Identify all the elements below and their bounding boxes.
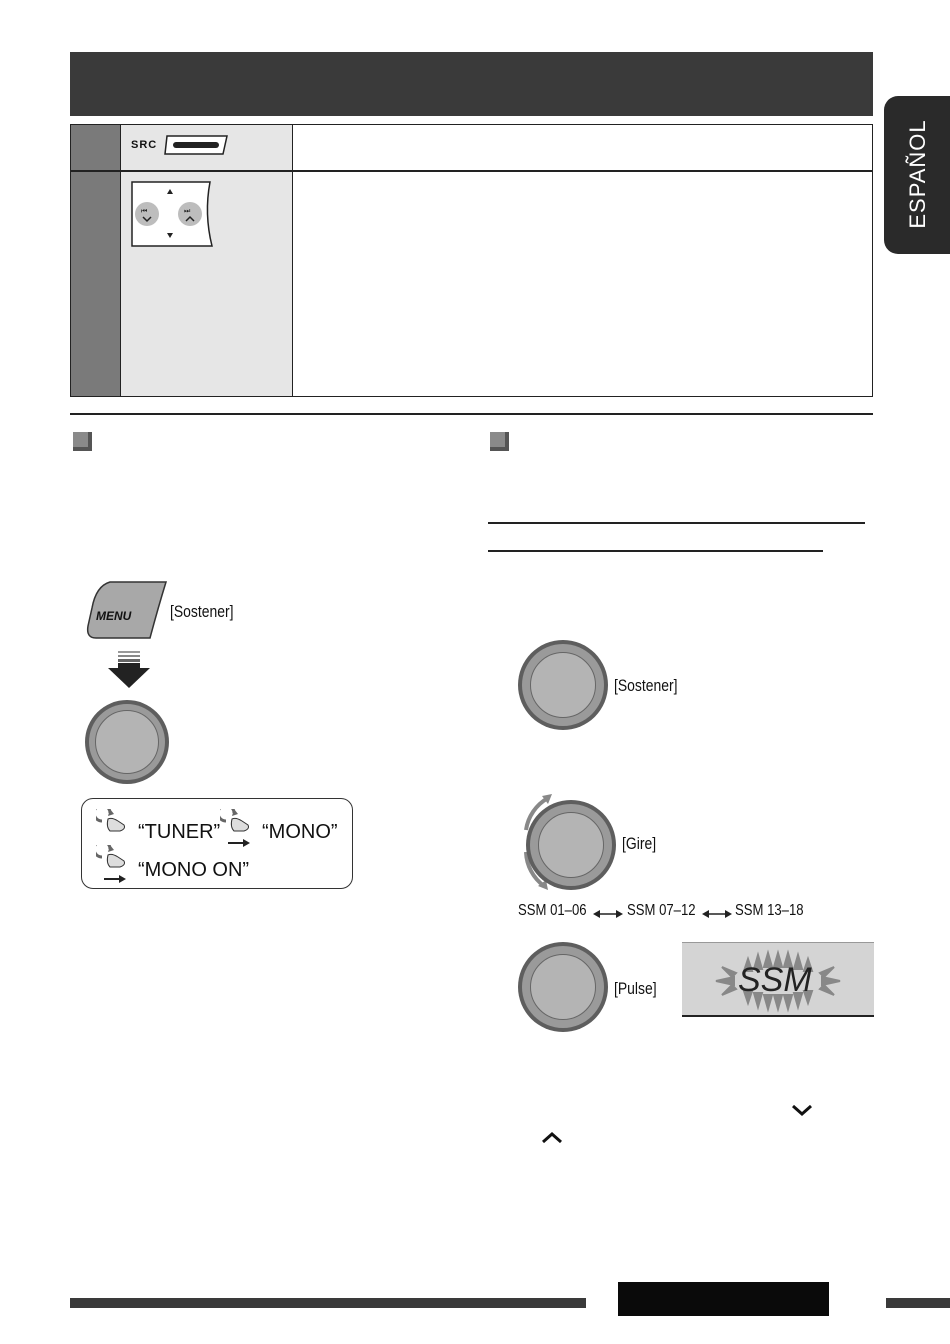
control-dial-turn (526, 800, 616, 890)
ssm-item-2: SSM 07–12 (627, 902, 696, 919)
page-number-box (618, 1282, 829, 1316)
controls-table (70, 124, 873, 397)
ssm-item-3: SSM 13–18 (735, 902, 804, 919)
src-button (163, 134, 231, 156)
footer-bar-right (886, 1298, 950, 1308)
section-divider (70, 413, 873, 415)
press-hand-icon (96, 845, 126, 869)
src-label: SRC (131, 139, 158, 151)
press-label: [Pulse] (614, 979, 657, 998)
down-arrow-icon (106, 650, 152, 690)
svg-text:⏭: ⏭ (184, 207, 191, 215)
chevron-up-icon (540, 1130, 564, 1146)
control-pad-icon (130, 180, 214, 248)
display-panel (682, 942, 874, 1017)
footer-bar-left (70, 1298, 586, 1308)
row-divider (121, 170, 872, 172)
double-arrow-icon (702, 906, 732, 916)
hold-label-left: [Sostener] (170, 602, 234, 621)
right-arrow-icon (104, 871, 126, 881)
sequence-step-1: “TUNER” (138, 821, 221, 843)
language-tab-label: ESPAÑOL (905, 119, 930, 229)
control-dial-left (85, 700, 169, 784)
double-arrow-icon (593, 906, 623, 916)
ssm-item-1: SSM 01–06 (518, 902, 587, 919)
right-arrow-icon (228, 835, 250, 845)
control-dial-hold (518, 640, 608, 730)
section-marker-left (73, 432, 92, 451)
turn-label: [Gire] (622, 834, 657, 853)
hold-label-right: [Sostener] (614, 676, 678, 695)
display-text: SSM (738, 961, 812, 999)
menu-sequence-box (81, 798, 353, 889)
table-side-column (71, 125, 121, 396)
row-divider-side (71, 170, 121, 172)
underline-2 (488, 550, 823, 552)
control-dial-press (518, 942, 608, 1032)
sequence-step-3: “MONO ON” (138, 859, 250, 881)
sequence-step-2: “MONO” (262, 821, 338, 843)
svg-text:⏮: ⏮ (141, 207, 148, 215)
section-marker-right (490, 432, 509, 451)
press-hand-icon (220, 809, 250, 833)
press-hand-icon (96, 809, 126, 833)
header-bar (70, 52, 873, 116)
chevron-down-icon (790, 1102, 814, 1118)
table-icon-column (121, 125, 293, 396)
menu-button-label: MENU (96, 609, 132, 623)
underline-1 (488, 522, 865, 524)
